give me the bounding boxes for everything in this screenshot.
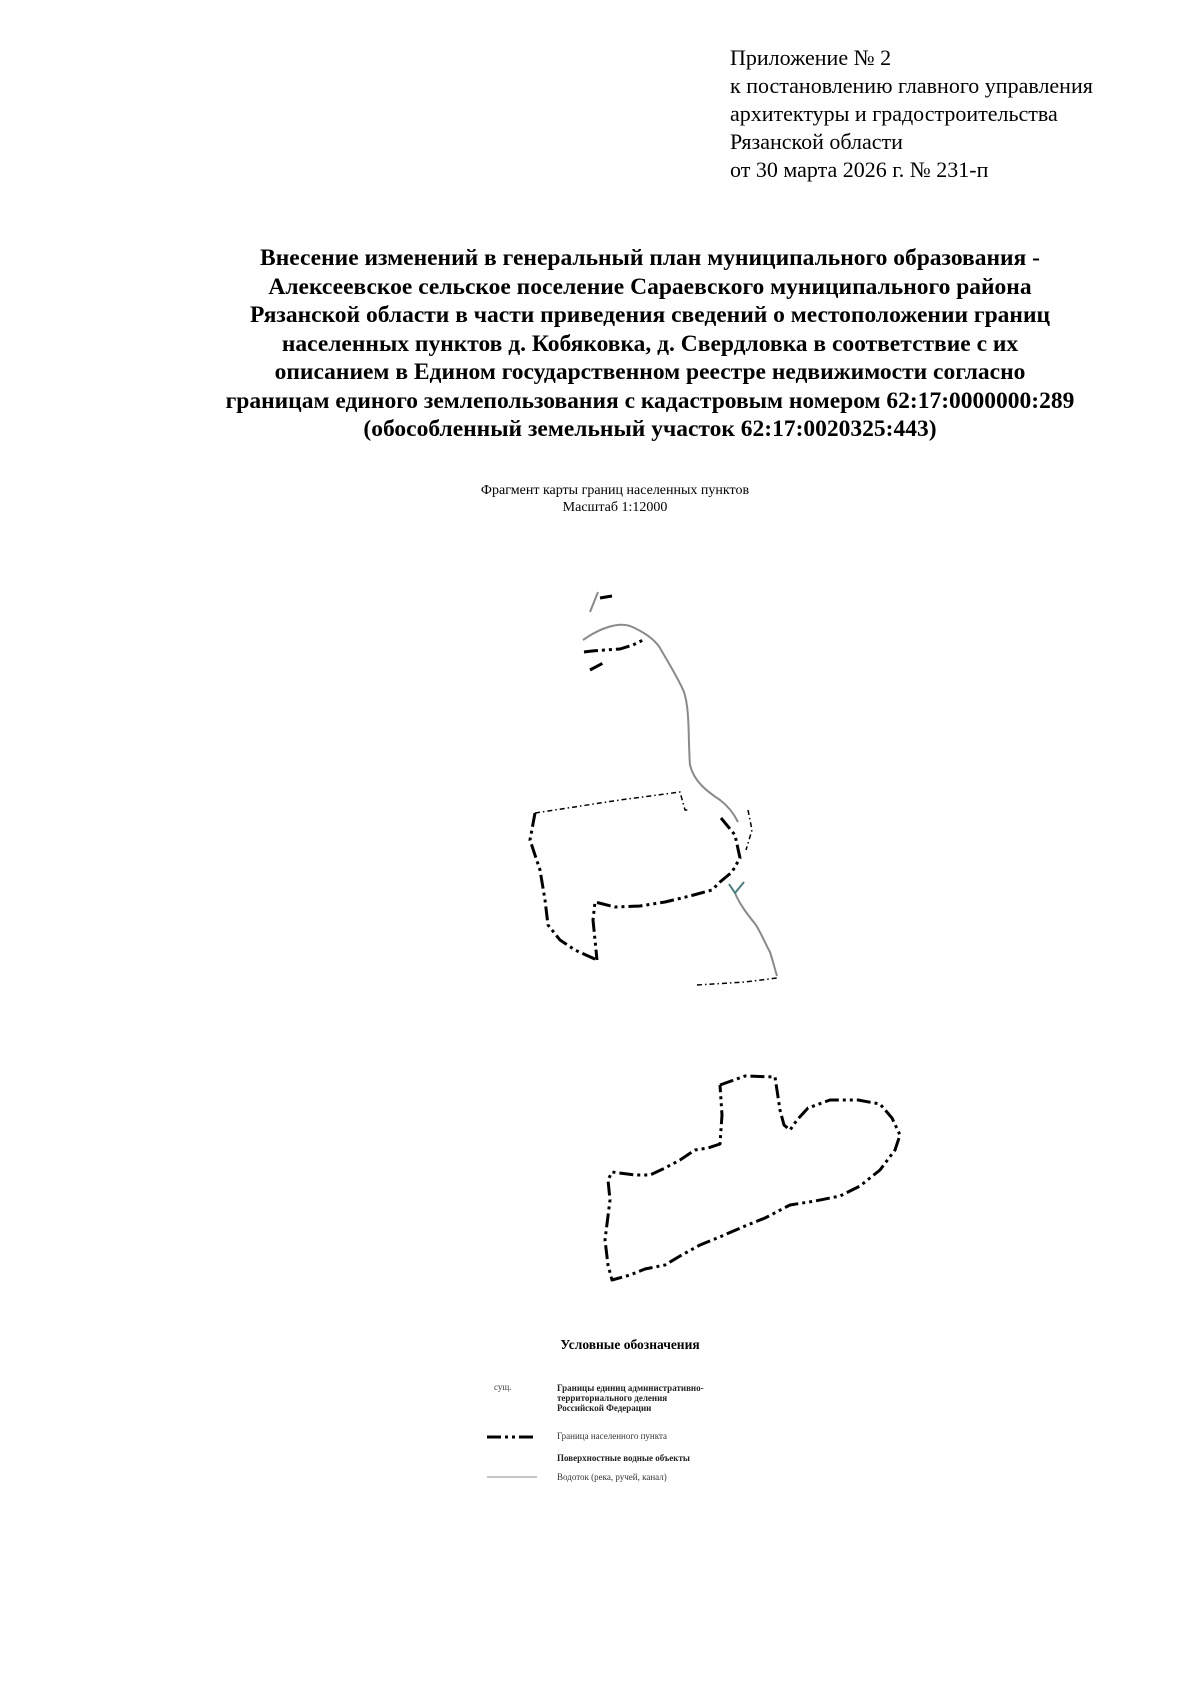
title-line: (обособленный земельный участок 62:17:0020325:443) — [363, 416, 937, 442]
settlement-boundary-north — [593, 818, 740, 960]
settlement-boundary-north — [746, 810, 752, 850]
legend-admin-label — [557, 1383, 704, 1413]
map-scale: Масштаб 1:12000 — [562, 500, 668, 515]
river-line — [729, 882, 744, 893]
settlement-boundary-south — [605, 1076, 900, 1280]
title-line: населенных пунктов д. Кобяковка, д. Свердловка в соответствие с их — [281, 330, 1019, 357]
map-caption-title: Фрагмент карты границ населенных пунктов — [480, 483, 750, 498]
settlement-boundary-north — [535, 792, 690, 813]
legend-admin-abbr: сущ. — [494, 1382, 512, 1392]
title-line: Рязанской области в части приведения сведений о местоположении границ — [249, 302, 1051, 328]
river-line — [590, 592, 598, 612]
settlement-boundary-north — [590, 662, 605, 670]
legend-watercourse-label: Водоток (река, ручей, канал) — [557, 1472, 667, 1482]
title-line: описанием в Едином государственном реестре недвижимости согласно — [274, 359, 1026, 385]
legend-admin-line: территориального деления — [557, 1393, 668, 1403]
legend-admin-line: Российской Федерации — [557, 1403, 652, 1413]
settlement-boundary-north — [530, 813, 597, 960]
title-line: Внесение изменений в генеральный план муниципального образования - — [260, 245, 1040, 271]
title-line: границам единого землепользования с кадастровым номером 62:17:0000000:289 — [225, 387, 1075, 414]
settlement-boundary-north — [697, 978, 777, 985]
title-line: Алексеевское сельское поселение Сараевского муниципального района — [268, 273, 1032, 300]
settlement-boundary-north — [600, 596, 612, 598]
appendix-line: Рязанской области — [730, 129, 903, 154]
river-line — [583, 625, 738, 822]
legend-water-header: Поверхностные водные объекты — [557, 1453, 690, 1463]
appendix-line: архитектуры и градостроительства — [730, 101, 1058, 126]
appendix-line: от 30 марта 2026 г. № 231-п — [730, 157, 989, 182]
legend-title: Условные обозначения — [560, 1337, 700, 1352]
legend-admin-line: Границы единиц административно- — [557, 1383, 704, 1393]
settlement-boundary-north — [584, 640, 643, 652]
appendix-line: к постановлению главного управления — [730, 73, 1093, 98]
appendix-line: Приложение № 2 — [730, 45, 892, 70]
legend-settlement-boundary-label: Граница населенного пункта — [557, 1431, 667, 1441]
river-line — [735, 893, 777, 976]
